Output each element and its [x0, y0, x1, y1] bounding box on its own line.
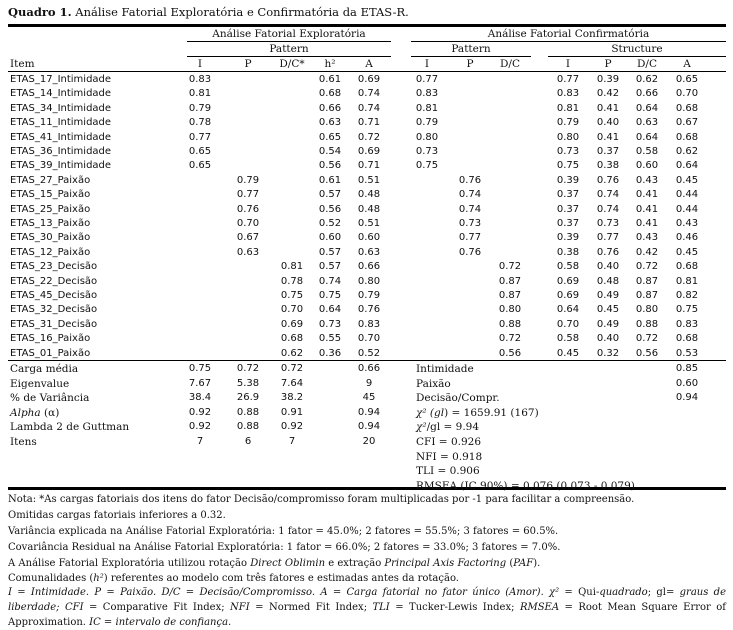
table-row-item: ETAS_34_Intimidade	[10, 102, 112, 114]
cfa-pattern-value: 0.77	[458, 232, 482, 244]
cfa-header: Análise Fatorial Confirmatória	[487, 28, 650, 40]
table-row-item: ETAS_41_Intimidade	[10, 131, 112, 143]
cfa-structure-value: 0.81	[556, 102, 580, 114]
cfa-pattern-value: 0.76	[458, 174, 482, 186]
cfa-structure-value: 0.64	[635, 131, 659, 143]
efa-value: 0.57	[318, 261, 342, 273]
cfa-structure-value: 0.46	[675, 232, 699, 244]
efa-value: 0.54	[318, 146, 342, 157]
summary-value: 0.66	[357, 363, 381, 374]
cfa-pattern-value: 0.87	[498, 275, 522, 287]
summary-value: 26.9	[236, 392, 260, 404]
summary-value: 5.38	[236, 377, 260, 389]
efa-value: 0.70	[236, 218, 260, 229]
cfa-pattern-column-header: P	[466, 58, 474, 70]
cfa-structure-value: 0.83	[556, 88, 580, 100]
efa-value: 0.51	[357, 174, 381, 186]
cfa-structure-value: 0.87	[635, 290, 659, 301]
summary-value: 0.92	[188, 406, 212, 418]
cfa-structure-value: 0.64	[675, 160, 699, 172]
efa-value: 0.74	[357, 88, 381, 100]
cfa-pattern-value: 0.73	[415, 146, 439, 157]
summary-label: Carga média	[10, 363, 79, 375]
abbreviation-legend: I = Intimidade. P = Paixão. D/C = Decisão/Compromisso. A = Carga fatorial no fator único (Amor). χ² = Qui-quadrado; gl= graus de liberdade; CFI = Comparative Fit Index; NFI = Normed Fit Index; TLI = Tucker-Lewis Index; RMSEA = Root Mean Square Error of Approximation. IC = intervalo de confiança.	[8, 587, 726, 628]
fit-nfi: NFI = 0.918	[416, 450, 483, 463]
cfa-pattern-value: 0.80	[498, 304, 522, 316]
cfa-structure-value: 0.41	[596, 102, 620, 114]
cfa-structure-value: 0.72	[635, 261, 659, 273]
efa-value: 0.57	[318, 189, 342, 201]
efa-value: 0.66	[357, 261, 381, 273]
efa-value: 0.73	[318, 318, 342, 330]
cfa-pattern-column-header: D/C	[500, 58, 520, 70]
table-row-item: ETAS_01_Paixão	[10, 347, 91, 359]
fit-cfi: CFI = 0.926	[416, 436, 481, 448]
cfa-structure-value: 0.64	[556, 304, 580, 316]
cfa-factor-value: 0.94	[675, 392, 699, 404]
cfa-structure-value: 0.37	[596, 146, 620, 157]
efa-column-header: I	[197, 58, 203, 70]
cfa-structure-value: 0.42	[635, 246, 659, 258]
summary-value: 0.91	[280, 406, 304, 418]
table-row-item: ETAS_36_Intimidade	[10, 146, 112, 157]
efa-value: 0.51	[357, 218, 381, 229]
efa-value: 0.67	[236, 232, 260, 244]
cfa-pattern-value: 0.74	[458, 203, 482, 215]
cfa-structure-value: 0.43	[675, 218, 699, 229]
note-line: Covariância Residual na Análise Fatorial Exploratória: 1 fator = 66.0%; 2 fatores = 33.0%; 3 fatores = 7.0%.	[8, 542, 561, 553]
cfa-pattern-value: 0.76	[458, 246, 482, 258]
summary-value: 7.67	[188, 377, 212, 389]
summary-value: 20	[362, 436, 376, 447]
efa-value: 0.77	[236, 189, 260, 201]
cfa-structure-value: 0.76	[596, 174, 620, 186]
table-title: Quadro 1. Análise Fatorial Exploratória e Confirmatória da ETAS-R.	[8, 5, 409, 19]
efa-value: 0.72	[357, 131, 381, 143]
cfa-structure-value: 0.58	[635, 146, 659, 157]
summary-value: 38.2	[280, 392, 304, 404]
cfa-structure-value: 0.41	[635, 218, 659, 229]
cfa-structure-value: 0.43	[635, 174, 659, 186]
cfa-structure-value: 0.41	[596, 131, 620, 143]
cfa-pattern-value: 0.75	[415, 160, 439, 172]
cfa-structure-value: 0.64	[635, 102, 659, 114]
cfa-structure-value: 0.69	[556, 290, 580, 301]
efa-value: 0.79	[236, 174, 260, 186]
cfa-structure-value: 0.40	[596, 117, 620, 129]
cfa-structure-value: 0.43	[635, 232, 659, 244]
cfa-structure-value: 0.58	[556, 261, 580, 273]
efa-value: 0.36	[318, 347, 342, 359]
cfa-pattern-value: 0.79	[415, 117, 439, 129]
efa-value: 0.74	[357, 102, 381, 114]
cfa-structure-value: 0.83	[675, 318, 699, 330]
cfa-structure-column-header: I	[565, 58, 571, 70]
efa-value: 0.48	[357, 203, 381, 215]
efa-column-header: P	[244, 58, 252, 70]
cfa-structure-value: 0.37	[556, 189, 580, 201]
cfa-structure-value: 0.42	[596, 88, 620, 100]
cfa-factor-value: 0.85	[675, 363, 699, 374]
fit-chi2: χ² (gl) = 1659.91 (167)	[416, 406, 539, 419]
cfa-structure-value: 0.82	[675, 290, 699, 301]
note-line: Omitidas cargas fatoriais inferiores a 0.32.	[8, 510, 226, 521]
cfa-structure-value: 0.76	[596, 246, 620, 258]
summary-value: 9	[365, 377, 373, 389]
efa-value: 0.69	[357, 74, 381, 85]
cfa-structure-value: 0.74	[596, 203, 620, 215]
summary-value: 0.88	[236, 421, 260, 433]
cfa-structure-value: 0.32	[596, 347, 620, 359]
cfa-structure-column-header: P	[604, 58, 612, 70]
table-row-item: ETAS_30_Paixão	[10, 232, 91, 244]
efa-value: 0.74	[318, 275, 342, 287]
summary-value: 6	[244, 436, 252, 447]
cfa-structure-column-header: A	[683, 58, 691, 70]
fit-chi2-gl: χ²/gl = 9.94	[416, 421, 480, 434]
cfa-pattern-value: 0.56	[498, 347, 522, 359]
table-row-item: ETAS_12_Paixão	[10, 246, 91, 258]
efa-value: 0.63	[236, 246, 260, 258]
table-row-item: ETAS_23_Decisão	[10, 261, 98, 273]
efa-value: 0.62	[280, 347, 304, 359]
cfa-factor-value: 0.60	[675, 377, 699, 389]
efa-column-header: A	[365, 58, 373, 70]
cfa-structure-value: 0.77	[596, 232, 620, 244]
efa-value: 0.57	[318, 246, 342, 258]
cfa-pattern-header: Pattern	[451, 43, 491, 55]
efa-value: 0.66	[318, 102, 342, 114]
cfa-structure-value: 0.81	[675, 275, 699, 287]
table-row-item: ETAS_15_Paixão	[10, 189, 91, 201]
cfa-structure-value: 0.65	[675, 74, 699, 85]
cfa-structure-value: 0.62	[675, 146, 699, 157]
cfa-pattern-value: 0.77	[415, 74, 439, 85]
summary-value: 0.72	[280, 363, 304, 374]
cfa-structure-value: 0.37	[556, 203, 580, 215]
efa-value: 0.83	[188, 74, 212, 85]
cfa-structure-value: 0.73	[556, 146, 580, 157]
cfa-structure-value: 0.70	[675, 88, 699, 100]
cfa-structure-value: 0.68	[675, 131, 699, 143]
efa-value: 0.80	[357, 275, 381, 287]
cfa-structure-value: 0.39	[596, 74, 620, 85]
efa-value: 0.78	[280, 275, 304, 287]
summary-value: 0.92	[280, 421, 304, 433]
cfa-structure-value: 0.79	[556, 117, 580, 129]
efa-value: 0.52	[318, 218, 342, 229]
efa-value: 0.65	[318, 131, 342, 143]
fit-rmsea: RMSEA (IC 90%) = 0.076 (0.073 - 0.079)	[416, 479, 635, 492]
efa-value: 0.81	[188, 88, 212, 100]
efa-value: 0.70	[280, 304, 304, 316]
cfa-structure-value: 0.68	[675, 261, 699, 273]
table-row-item: ETAS_17_Intimidade	[10, 74, 112, 85]
cfa-structure-value: 0.38	[556, 246, 580, 258]
efa-value: 0.78	[188, 117, 212, 129]
summary-value: 0.94	[357, 406, 381, 418]
efa-value: 0.70	[357, 333, 381, 345]
efa-value: 0.77	[188, 131, 212, 143]
cfa-structure-value: 0.53	[675, 347, 699, 359]
efa-value: 0.60	[318, 232, 342, 244]
cfa-structure-value: 0.58	[556, 333, 580, 345]
cfa-structure-value: 0.45	[596, 304, 620, 316]
note-line: Variância explicada na Análise Fatorial Exploratória: 1 fator = 45.0%; 2 fatores = 55.5%; 3 fatores = 60.5%.	[8, 526, 559, 537]
cfa-structure-header: Structure	[611, 43, 663, 55]
cfa-structure-value: 0.44	[675, 189, 699, 201]
table-row-item: ETAS_16_Paixão	[10, 333, 91, 345]
efa-value: 0.79	[357, 290, 381, 301]
cfa-structure-value: 0.62	[635, 74, 659, 85]
summary-label: Alpha (α)	[10, 406, 60, 419]
efa-value: 0.52	[357, 347, 381, 359]
table-row-item: ETAS_32_Decisão	[10, 304, 98, 316]
cfa-structure-value: 0.44	[675, 203, 699, 215]
cfa-factor-label: Intimidade	[416, 363, 474, 375]
efa-value: 0.61	[318, 174, 342, 186]
efa-column-header: D/C*	[279, 58, 305, 70]
summary-value: 0.88	[236, 406, 260, 418]
cfa-structure-value: 0.77	[556, 74, 580, 85]
efa-value: 0.75	[280, 290, 304, 301]
table-row-item: ETAS_25_Paixão	[10, 203, 91, 215]
cfa-pattern-value: 0.81	[415, 102, 439, 114]
cfa-structure-value: 0.68	[675, 102, 699, 114]
cfa-structure-value: 0.41	[635, 203, 659, 215]
summary-value: 38.4	[188, 392, 212, 404]
summary-value: 7.64	[280, 377, 304, 389]
table-row-item: ETAS_22_Decisão	[10, 275, 98, 287]
cfa-pattern-value: 0.88	[498, 318, 522, 330]
cfa-pattern-value: 0.83	[415, 88, 439, 100]
cfa-structure-value: 0.49	[596, 290, 620, 301]
cfa-pattern-value: 0.74	[458, 189, 482, 201]
cfa-pattern-value: 0.72	[498, 333, 522, 345]
table-row-item: ETAS_13_Paixão	[10, 218, 91, 229]
cfa-structure-value: 0.88	[635, 318, 659, 330]
cfa-structure-value: 0.72	[635, 333, 659, 345]
cfa-factor-label: Decisão/Compr.	[416, 392, 500, 405]
efa-value: 0.68	[318, 88, 342, 100]
efa-value: 0.60	[357, 232, 381, 244]
efa-value: 0.76	[236, 203, 260, 215]
efa-pattern-header: Pattern	[269, 43, 309, 55]
efa-value: 0.56	[318, 160, 342, 172]
cfa-pattern-value: 0.72	[498, 261, 522, 273]
summary-label: Eigenvalue	[10, 377, 70, 390]
table-row-item: ETAS_45_Decisão	[10, 290, 98, 301]
cfa-pattern-value: 0.73	[458, 218, 482, 229]
efa-value: 0.61	[318, 74, 342, 85]
efa-value: 0.63	[357, 246, 381, 258]
table-row-item: ETAS_11_Intimidade	[10, 117, 112, 129]
summary-label: Itens	[10, 436, 37, 448]
cfa-structure-value: 0.39	[556, 174, 580, 186]
summary-value: 7	[196, 436, 204, 447]
cfa-structure-value: 0.45	[675, 246, 699, 258]
efa-header: Análise Fatorial Exploratória	[212, 28, 366, 40]
efa-value: 0.65	[188, 146, 212, 157]
efa-value: 0.68	[280, 333, 304, 345]
efa-value: 0.56	[318, 203, 342, 215]
cfa-structure-value: 0.75	[556, 160, 580, 172]
summary-value: 0.72	[236, 363, 260, 374]
item-column-header: Item	[10, 58, 35, 70]
cfa-structure-value: 0.37	[556, 218, 580, 229]
summary-value: 0.75	[188, 363, 212, 374]
cfa-structure-value: 0.66	[635, 88, 659, 100]
cfa-structure-value: 0.60	[635, 160, 659, 172]
summary-value: 45	[362, 392, 376, 404]
efa-value: 0.71	[357, 160, 381, 172]
cfa-structure-value: 0.45	[556, 347, 580, 359]
header-bottom-rule	[8, 71, 726, 72]
cfa-structure-column-header: D/C	[637, 58, 657, 70]
cfa-structure-value: 0.45	[675, 174, 699, 186]
table-row-item: ETAS_27_Paixão	[10, 174, 91, 186]
cfa-structure-value: 0.80	[556, 131, 580, 143]
cfa-structure-value: 0.74	[596, 189, 620, 201]
note-line: A Análise Fatorial Exploratória utilizou rotação Direct Oblimin e extração Principal Axis Factoring (PAF).	[8, 558, 541, 569]
table-row-item: ETAS_14_Intimidade	[10, 88, 112, 100]
cfa-structure-value: 0.75	[675, 304, 699, 316]
table-row-item: ETAS_39_Intimidade	[10, 160, 112, 172]
table-row-item: ETAS_31_Decisão	[10, 318, 98, 330]
cfa-structure-value: 0.56	[635, 347, 659, 359]
cfa-structure-value: 0.67	[675, 117, 699, 129]
summary-value: 0.94	[357, 421, 381, 433]
efa-value: 0.81	[280, 261, 304, 273]
cfa-structure-value: 0.40	[596, 261, 620, 273]
cfa-structure-value: 0.63	[635, 117, 659, 129]
cfa-structure-value: 0.70	[556, 318, 580, 330]
cfa-structure-value: 0.68	[675, 333, 699, 345]
note-line: Nota: *As cargas fatoriais dos itens do fator Decisão/compromisso foram multiplicadas por -1 para facilitar a compreensão.	[8, 494, 635, 505]
cfa-structure-value: 0.73	[596, 218, 620, 229]
fit-tli: TLI = 0.906	[416, 465, 480, 478]
efa-value: 0.69	[357, 146, 381, 157]
efa-value: 0.64	[318, 304, 342, 316]
efa-value: 0.65	[188, 160, 212, 172]
efa-value: 0.63	[318, 117, 342, 129]
efa-value: 0.75	[318, 290, 342, 301]
cfa-pattern-value: 0.87	[498, 290, 522, 301]
efa-value: 0.79	[188, 102, 212, 114]
efa-value: 0.76	[357, 304, 381, 316]
note-line: Comunalidades (h²) referentes ao modelo com três fatores e estimadas antes da rotação.	[8, 573, 459, 584]
efa-value: 0.71	[357, 117, 381, 129]
cfa-structure-value: 0.80	[635, 304, 659, 316]
efa-value: 0.55	[318, 333, 342, 345]
cfa-structure-value: 0.38	[596, 160, 620, 172]
cfa-structure-value: 0.40	[596, 333, 620, 345]
efa-value: 0.48	[357, 189, 381, 201]
summary-value: 0.92	[188, 421, 212, 433]
summary-value: 7	[288, 436, 296, 447]
efa-value: 0.83	[357, 318, 381, 330]
efa-value: 0.69	[280, 318, 304, 330]
cfa-pattern-column-header: I	[424, 58, 430, 70]
cfa-factor-label: Paixão	[416, 377, 451, 390]
summary-label: % de Variância	[10, 392, 90, 405]
cfa-structure-value: 0.69	[556, 275, 580, 287]
efa-column-header: h²	[324, 58, 336, 70]
cfa-structure-value: 0.87	[635, 275, 659, 287]
summary-label: Lambda 2 de Guttman	[10, 421, 130, 434]
cfa-structure-value: 0.48	[596, 275, 620, 287]
cfa-structure-value: 0.49	[596, 318, 620, 330]
cfa-pattern-value: 0.80	[415, 131, 439, 143]
cfa-structure-value: 0.39	[556, 232, 580, 244]
cfa-structure-value: 0.41	[635, 189, 659, 201]
